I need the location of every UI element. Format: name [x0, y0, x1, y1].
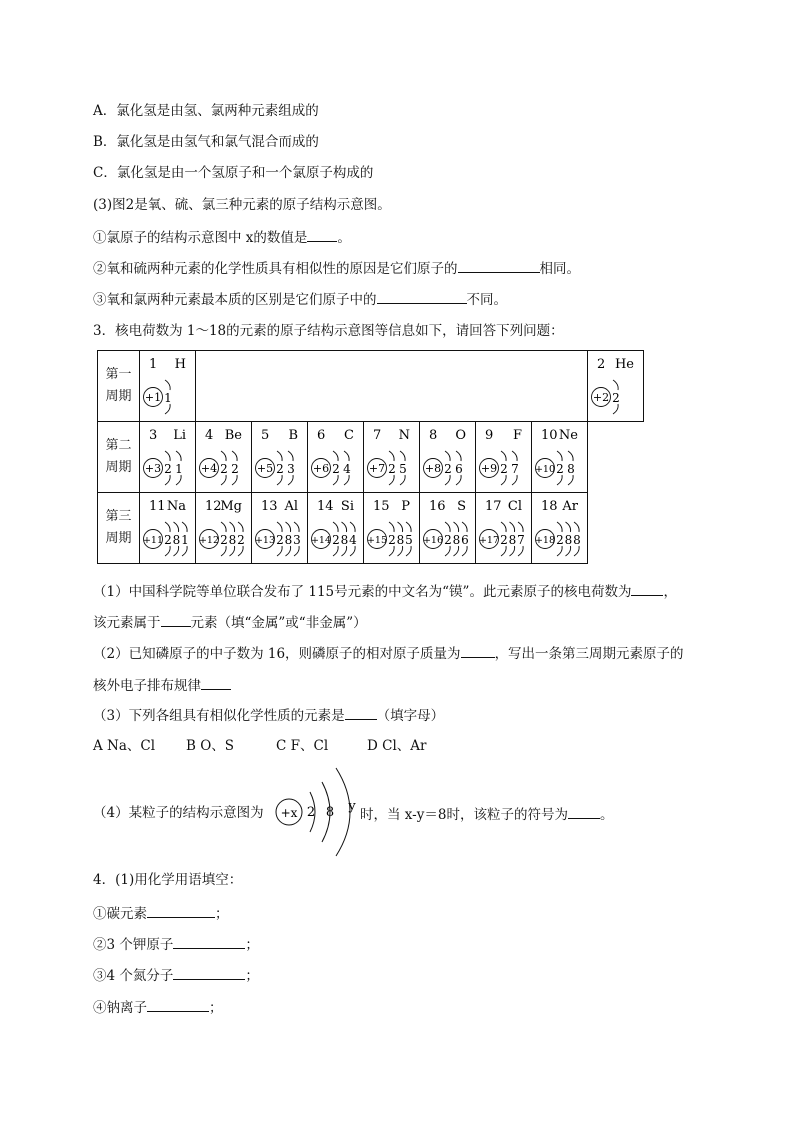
electron-shell-arc: [568, 475, 573, 485]
shell-electron-count: 2: [220, 533, 228, 547]
question-2: [93, 258, 580, 278]
element-symbol: He: [614, 357, 634, 372]
q-text: 相同。: [539, 261, 580, 277]
electron-shell-arc: [445, 546, 450, 556]
atom-diagram: [140, 351, 195, 421]
electron-shell-arc: [389, 546, 394, 556]
element-symbol: O: [455, 428, 466, 443]
atomic-number: 18: [541, 499, 558, 514]
electron-shell-arc: [501, 475, 506, 485]
answer-blank[interactable]: [307, 227, 337, 242]
electron-shell-arc: [238, 546, 243, 556]
q-text: （1）中国科学院等单位联合发布了 115号元素的中文名为“镆”。此元素原子的核电荷数为: [93, 584, 632, 600]
element-cell: [364, 493, 420, 564]
shell-electron-count: 2: [276, 462, 284, 476]
atom-diagram: [308, 493, 363, 563]
choice-b: B O、S: [186, 738, 235, 754]
q-text: ；: [245, 937, 259, 953]
shell-count: 2: [306, 805, 316, 820]
q-text: ①碳元素: [93, 906, 147, 922]
shell-electron-count: 2: [388, 533, 396, 547]
electron-shell-arc: [232, 451, 237, 461]
electron-shell-arc: [288, 475, 293, 485]
atomic-number: 12: [205, 499, 222, 514]
atom-diagram: [252, 422, 307, 492]
electron-shell-arc: [344, 451, 349, 461]
electron-shell-arc: [221, 451, 226, 461]
electron-shell-arc: [518, 546, 523, 556]
shell-electron-count: 2: [332, 533, 340, 547]
electron-shell-arc: [165, 451, 170, 461]
answer-blank[interactable]: [377, 289, 467, 304]
electron-shell-arc: [389, 451, 394, 461]
question-3-4-pre: （4）某粒子的结构示意图为: [93, 805, 264, 821]
electron-shell-arc: [445, 451, 450, 461]
atomic-number: 10: [541, 428, 558, 443]
q-text: 核外电子排布规律: [93, 678, 201, 694]
shell-electron-count: 8: [228, 533, 237, 547]
electron-shell-arc: [566, 546, 571, 556]
row-header-3: 第三 周期: [98, 493, 140, 564]
element-cell: [476, 493, 532, 564]
element-cell: [140, 493, 196, 564]
nucleus-charge: +17: [478, 535, 500, 546]
electron-shell-arc: [165, 404, 170, 414]
electron-shell-arc: [512, 451, 517, 461]
element-symbol: Ar: [562, 499, 578, 514]
shell-electron-count: 8: [508, 533, 517, 547]
electron-shell-arc: [165, 546, 170, 556]
question-3-4-post: [360, 804, 613, 824]
element-cell: [140, 422, 196, 493]
shell-electron-count: 6: [461, 533, 469, 547]
row-header-1: 第一 周期: [98, 351, 140, 422]
electron-shell-arc: [165, 475, 170, 485]
electron-shell-arc: [454, 546, 459, 556]
shell-count: y: [348, 799, 356, 814]
electron-shell-arc: [400, 475, 405, 485]
q-text: ②3 个钾原子: [93, 937, 174, 953]
nucleus-charge: +14: [310, 535, 332, 546]
electron-shell-arc: [277, 546, 282, 556]
shell-electron-count: 1: [164, 391, 172, 405]
option-c-line: C．氯化氢是由一个氢原子和一个氯原子构成的: [93, 165, 374, 181]
shell-electron-count: 8: [284, 533, 293, 547]
q-text: 不同。: [466, 292, 507, 308]
electron-shell-arc: [445, 522, 450, 532]
electron-shell-arc: [277, 451, 282, 461]
nucleus-charge: +9: [480, 462, 498, 475]
element-symbol: H: [174, 357, 186, 372]
q-text: 元素（填“金属”或“非金属”）: [190, 615, 367, 631]
electron-shell-arc: [574, 522, 579, 532]
atom-diagram: [476, 422, 531, 492]
shell-electron-count: 8: [396, 533, 405, 547]
electron-shell-arc: [286, 546, 291, 556]
electron-shell-arc: [232, 475, 237, 485]
shell-electron-count: 2: [164, 462, 172, 476]
electron-shell-arc: [574, 546, 579, 556]
shell-electron-count: 5: [399, 462, 407, 476]
atomic-number: 13: [261, 499, 278, 514]
electron-shell-arc: [350, 522, 355, 532]
shell-electron-count: 6: [455, 462, 463, 476]
q-text: ；: [245, 968, 259, 984]
electron-shell-arc: [557, 475, 562, 485]
element-cell: [364, 422, 420, 493]
element-symbol: S: [457, 499, 466, 514]
element-symbol: C: [344, 428, 354, 443]
q-text: 。: [599, 807, 614, 823]
electron-shell-arc: [512, 475, 517, 485]
element-cell: [588, 351, 644, 422]
shell-electron-count: 2: [220, 462, 228, 476]
electron-shell-arc: [557, 546, 562, 556]
shell-electron-count: 2: [444, 533, 452, 547]
element-cell: [252, 493, 308, 564]
electron-shell-arc: [333, 475, 338, 485]
atomic-number: 3: [149, 428, 158, 443]
shell-electron-count: 2: [444, 462, 452, 476]
element-symbol: Al: [284, 499, 298, 514]
electron-shell-arc: [501, 522, 506, 532]
shell-electron-count: 7: [511, 462, 519, 476]
element-cell: [252, 422, 308, 493]
electron-shell-arc: [406, 546, 411, 556]
shell-electron-count: 8: [573, 533, 581, 547]
nucleus-charge: +18: [534, 535, 556, 546]
shell-electron-count: 2: [276, 533, 284, 547]
atomic-number: 17: [485, 499, 502, 514]
atomic-number: 2: [597, 357, 606, 372]
shell-electron-count: 2: [164, 533, 172, 547]
answer-blank[interactable]: [631, 581, 663, 596]
shell-electron-count: 2: [500, 533, 508, 547]
electron-shell-arc: [613, 380, 618, 390]
q-text: 该元素属于: [93, 615, 161, 631]
part3-intro: (3)图2是氧、硫、氯三种元素的原子结构示意图。: [93, 197, 391, 213]
electron-shell-arc: [400, 451, 405, 461]
electron-shell-arc: [165, 522, 170, 532]
q-text: 时，当 x-y＝8时，该粒子的符号为: [360, 807, 568, 823]
nucleus-charge: +3: [144, 462, 162, 475]
element-symbol: P: [401, 499, 410, 514]
element-cell: [308, 493, 364, 564]
particle-structure-diagram: [272, 762, 364, 862]
answer-blank[interactable]: [147, 903, 215, 918]
electron-shell-arc: [462, 522, 467, 532]
answer-blank[interactable]: [173, 934, 245, 949]
q-text: 。: [337, 230, 351, 246]
answer-blank[interactable]: [173, 965, 245, 980]
nucleus-charge: +10: [534, 464, 556, 475]
shell-electron-count: 2: [237, 533, 245, 547]
row-header-2: 第二 周期: [98, 422, 140, 493]
shell-electron-count: 3: [287, 462, 295, 476]
question-1: [93, 227, 351, 247]
atom-diagram: [252, 493, 307, 563]
electron-shell-arc: [182, 546, 187, 556]
electron-shell-arc: [221, 475, 226, 485]
choice-a: A Na、Cl: [93, 738, 156, 754]
shell-electron-count: 2: [231, 462, 239, 476]
fill-4: [93, 997, 223, 1017]
shell-electron-count: 3: [293, 533, 301, 547]
q-text: ，: [663, 584, 677, 600]
q-text: ①氯原子的结构示意图中 x的数值是: [93, 230, 308, 246]
element-cell: [196, 493, 252, 564]
q-text: ，写出一条第三周期元素原子的: [494, 646, 684, 662]
electron-shell-arc: [182, 522, 187, 532]
option-a-line: A．氯化氢是由氢、氯两种元素组成的: [93, 103, 319, 119]
electron-shell-arc: [398, 522, 403, 532]
electron-shell-arc: [277, 475, 282, 485]
element-cell: [532, 422, 588, 493]
electron-shell-arc: [288, 451, 293, 461]
element-cell: [196, 422, 252, 493]
electron-shell-arc: [510, 522, 515, 532]
question-3: [93, 289, 507, 309]
electron-shell-arc: [165, 380, 170, 390]
shell-electron-count: 4: [349, 533, 357, 547]
element-symbol: Li: [173, 428, 186, 443]
q-text: ③氧和氯两种元素最本质的区别是它们原子中的: [93, 292, 377, 308]
electron-shell-arc: [176, 475, 181, 485]
nucleus-charge: +5: [256, 462, 274, 475]
electron-shell-arc: [462, 546, 467, 556]
nucleus-charge: +7: [368, 462, 386, 475]
question-3-2b: [93, 675, 231, 695]
atom-diagram: [532, 422, 587, 492]
question-3-3: [93, 705, 444, 725]
q-text: （3）下列各组具有相似化学性质的元素是: [93, 708, 345, 724]
atomic-number: 11: [149, 499, 166, 514]
electron-shell-arc: [333, 522, 338, 532]
q-text: ；: [209, 1000, 223, 1016]
electron-shell-arc: [445, 475, 450, 485]
electron-shell-arc: [277, 522, 282, 532]
shell-electron-count: 8: [172, 533, 181, 547]
atom-diagram: [420, 493, 475, 563]
electron-shell-arc: [510, 546, 515, 556]
electron-shell-arc: [613, 404, 618, 414]
electron-shell-arc: [221, 546, 226, 556]
electron-shell-arc: [294, 522, 299, 532]
shell-electron-count: 2: [500, 462, 508, 476]
electron-shell-arc: [221, 522, 226, 532]
atom-diagram: [364, 422, 419, 492]
shell-electron-count: 2: [388, 462, 396, 476]
electron-shell-arc: [174, 546, 179, 556]
fill-2: [93, 934, 259, 954]
q-text: （2）已知磷原子的中子数为 16，则磷原子的相对原子质量为: [93, 646, 461, 662]
electron-shell-arc: [174, 522, 179, 532]
nucleus-charge: +x: [280, 806, 298, 820]
electron-shell-arc: [294, 546, 299, 556]
electron-shell-arc: [406, 522, 411, 532]
atom-diagram: [308, 422, 363, 492]
atomic-number: 1: [149, 357, 158, 372]
section-3-title: 3．核电荷数为 1～18的元素的原子结构示意图等信息如下，请回答下列问题：: [93, 323, 564, 339]
shell-electron-count: 8: [340, 533, 349, 547]
answer-blank[interactable]: [161, 612, 191, 627]
atom-diagram: [196, 422, 251, 492]
question-3-2: [93, 643, 684, 663]
atom-diagram: [476, 493, 531, 563]
element-symbol: Ne: [558, 428, 578, 443]
shell-electron-count: 8: [567, 462, 575, 476]
nucleus-charge: +15: [366, 535, 388, 546]
electron-shell-arc: [350, 546, 355, 556]
element-cell: [476, 422, 532, 493]
q-text: ②氧和硫两种元素的化学性质具有相似性的原因是它们原子的: [93, 261, 458, 277]
shell-electron-count: 8: [452, 533, 461, 547]
nucleus-charge: +12: [198, 535, 220, 546]
question-3-1: [93, 581, 677, 601]
q-text: ④钠离子: [93, 1000, 147, 1016]
periodic-table: [97, 350, 644, 564]
nucleus-charge: +1: [144, 391, 162, 404]
atom-diagram: [588, 351, 643, 421]
electron-shell-arc: [344, 475, 349, 485]
electron-shell-arc: [568, 451, 573, 461]
electron-shell-arc: [333, 546, 338, 556]
element-cell: [420, 422, 476, 493]
shell-electron-count: 1: [181, 533, 189, 547]
atom-diagram: [420, 422, 475, 492]
atomic-number: 14: [317, 499, 334, 514]
element-symbol: Be: [224, 428, 242, 443]
shell-electron-count: 2: [612, 391, 620, 405]
atom-diagram: [532, 493, 587, 563]
shell-electron-count: 7: [517, 533, 525, 547]
answer-blank[interactable]: [345, 705, 377, 720]
answer-blank[interactable]: [461, 643, 495, 658]
empty-cell: [196, 351, 588, 422]
electron-shell-arc: [566, 522, 571, 532]
q-text: ③4 个氮分子: [93, 968, 174, 984]
shell-electron-count: 2: [556, 462, 564, 476]
atomic-number: 6: [317, 428, 326, 443]
electron-shell-arc: [389, 522, 394, 532]
choice-d: D Cl、Ar: [367, 738, 427, 754]
atomic-number: 15: [373, 499, 390, 514]
electron-shell-arc: [389, 475, 394, 485]
shell-electron-count: 1: [175, 462, 183, 476]
electron-shell-arc: [230, 522, 235, 532]
electron-shell-arc: [456, 475, 461, 485]
section-4-title: 4．(1)用化学用语填空：: [93, 872, 243, 888]
nucleus-charge: +11: [142, 535, 164, 546]
nucleus-charge: +4: [200, 462, 218, 475]
shell-electron-count: 8: [564, 533, 573, 547]
answer-blank[interactable]: [458, 258, 540, 273]
q-text: ；: [215, 906, 229, 922]
element-symbol: Si: [340, 499, 354, 514]
element-cell: [420, 493, 476, 564]
atom-diagram: [140, 422, 195, 492]
electron-shell-arc: [286, 522, 291, 532]
element-symbol: F: [512, 428, 522, 443]
atomic-number: 8: [429, 428, 438, 443]
electron-shell-arc: [176, 451, 181, 461]
shell-electron-count: 2: [332, 462, 340, 476]
answer-blank[interactable]: [568, 804, 600, 819]
shell-electron-count: 5: [405, 533, 413, 547]
answer-blank[interactable]: [201, 675, 231, 690]
electron-shell-arc: [398, 546, 403, 556]
electron-shell-arc: [454, 522, 459, 532]
nucleus-charge: +2: [592, 391, 610, 404]
electron-shell-arc: [501, 546, 506, 556]
shell-count: 8: [325, 805, 335, 820]
electron-shell-arc: [518, 522, 523, 532]
atomic-number: 9: [485, 428, 494, 443]
electron-shell-arc: [557, 451, 562, 461]
atom-diagram: [196, 493, 251, 563]
electron-shell-arc: [230, 546, 235, 556]
fill-1: [93, 903, 229, 923]
element-cell: [308, 422, 364, 493]
element-symbol: Na: [166, 499, 186, 514]
answer-blank[interactable]: [147, 997, 209, 1012]
atomic-number: 16: [429, 499, 446, 514]
q-text: （填字母）: [376, 708, 445, 724]
nucleus-charge: +8: [424, 462, 442, 475]
electron-shell-arc: [557, 522, 562, 532]
electron-shell-arc: [238, 522, 243, 532]
atomic-number: 7: [373, 428, 382, 443]
question-3-1b: [93, 612, 367, 632]
electron-shell-arc: [342, 522, 347, 532]
nucleus-charge: +13: [254, 535, 276, 546]
fill-3: [93, 965, 259, 985]
atomic-number: 4: [205, 428, 214, 443]
element-symbol: Cl: [507, 499, 522, 514]
electron-shell-arc: [333, 451, 338, 461]
element-symbol: B: [288, 428, 298, 443]
atom-diagram: [140, 493, 195, 563]
electron-shell-arc: [456, 451, 461, 461]
electron-shell-arc: [501, 451, 506, 461]
choice-c: C F、Cl: [276, 738, 329, 754]
element-cell: [532, 493, 588, 564]
shell-electron-count: 2: [556, 533, 564, 547]
nucleus-charge: +16: [422, 535, 444, 546]
nucleus-charge: +6: [312, 462, 330, 475]
element-symbol: N: [398, 428, 410, 443]
shell-electron-count: 4: [343, 462, 351, 476]
option-b-line: B．氯化氢是由氢气和氯气混合而成的: [93, 134, 319, 150]
electron-shell-arc: [342, 546, 347, 556]
atom-diagram: [364, 493, 419, 563]
element-cell: [140, 351, 196, 422]
atomic-number: 5: [261, 428, 270, 443]
element-symbol: Mg: [220, 499, 242, 514]
